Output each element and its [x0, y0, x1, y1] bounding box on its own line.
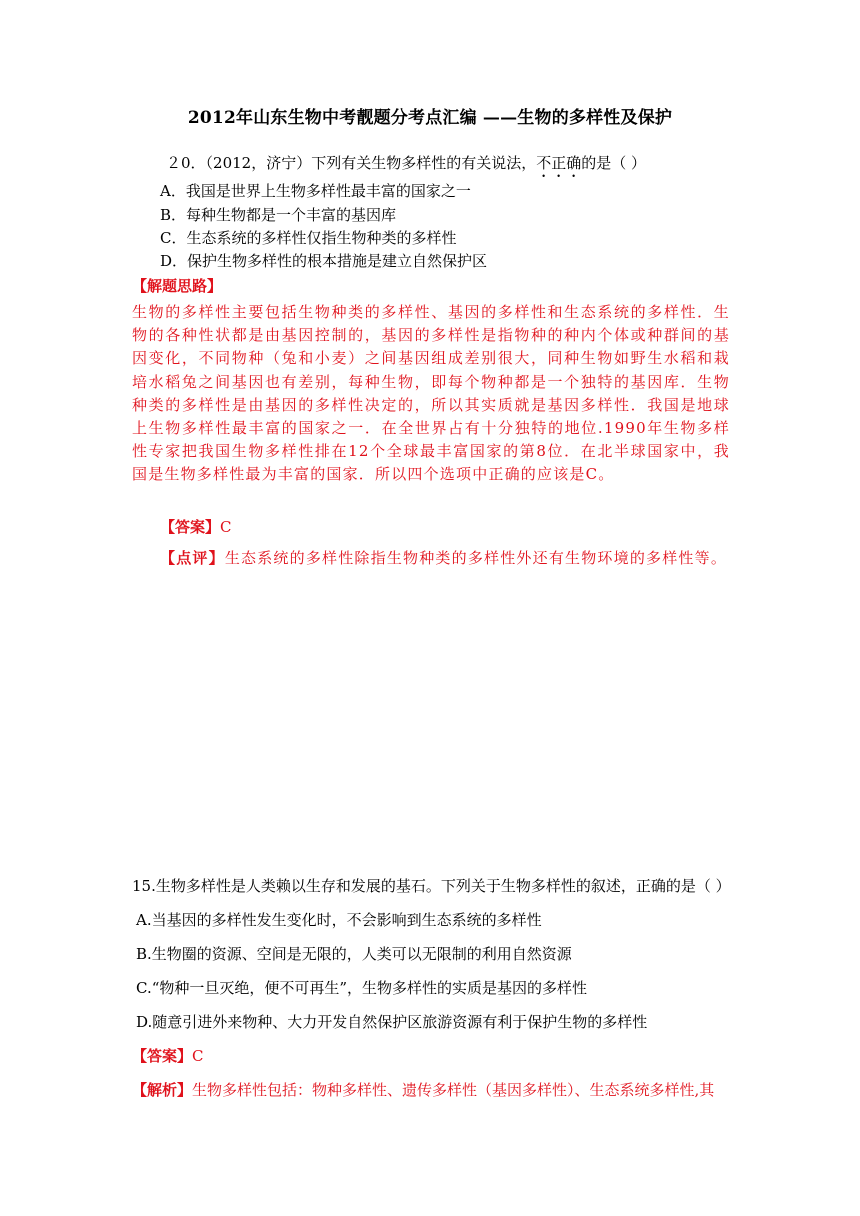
q20-answer	[160, 516, 232, 537]
q20-comment	[132, 544, 730, 573]
q20-stem-suffix: 的是（ ）	[581, 154, 647, 172]
q15-analysis	[132, 1079, 714, 1100]
q20-stem-emphasis: 不正确	[536, 154, 582, 172]
q15-analysis-text: 生物多样性包括：物种多样性、遗传多样性（基因多样性）、生态系统多样性,其	[192, 1081, 715, 1099]
q20-stem-prefix: ２0．（2012，济宁）下列有关生物多样性的有关说法，	[166, 154, 537, 172]
q15-option-d: D.随意引进外来物种、大力开发自然保护区旅游资源有利于保护生物的多样性	[136, 1013, 648, 1031]
document-title: 2012年山东生物中考靓题分考点汇编 ——生物的多样性及保护	[187, 108, 673, 128]
q20-option-a: A．我国是世界上生物多样性最丰富的国家之一	[160, 182, 471, 200]
q15-option-b: B.生物圈的资源、空间是无限的，人类可以无限制的利用自然资源	[136, 945, 572, 963]
q20-option-b: B．每种生物都是一个丰富的基因库	[160, 206, 397, 224]
q20-option-d: D．保护生物多样性的根本措施是建立自然保护区	[160, 252, 488, 270]
q20-comment-text: 生态系统的多样性除指生物种类的多样性外还有生物环境的多样性等。	[224, 549, 728, 567]
q15-analysis-label: 【解析】	[132, 1081, 193, 1099]
q20-answer-value: C	[220, 518, 232, 536]
q15-option-a: A.当基因的多样性发生变化时，不会影响到生态系统的多样性	[136, 911, 542, 929]
q20-comment-label: 【点评】	[160, 549, 225, 567]
q15-answer-value: C	[192, 1047, 204, 1065]
q20-stem	[166, 152, 646, 181]
q15-answer	[132, 1045, 204, 1066]
q15-answer-label: 【答案】	[132, 1047, 193, 1065]
q20-answer-label: 【答案】	[160, 518, 221, 536]
q15-stem: 15.生物多样性是人类赖以生存和发展的基石。下列关于生物多样性的叙述，正确的是（ ）	[132, 877, 731, 895]
q15-option-c: C.“物种一旦灭绝，便不可再生”，生物多样性的实质是基因的多样性	[136, 979, 588, 997]
q20-analysis-label: 【解题思路】	[132, 277, 223, 295]
q20-option-c: C．生态系统的多样性仅指生物种类的多样性	[160, 229, 457, 247]
q20-analysis-text: 生物的多样性主要包括生物种类的多样性、基因的多样性和生态系统的多样性．生物的各种性状都是由基因控制的，基因的多样性是指物种的种内个体或种群间的基因变化，不同物种（兔和小麦）之间基因组成差别很大，同种生物如野生水稻和栽培水稻兔之间基因也有差别，每种生物，即每个物种都是一个独特的基因库．生物种类的多样性是由基因的多样性决定的，所以其实质就是基因多样性．我国是地球上生物多样性最丰富的国家之一．在全世界占有十分独特的地位.1990年生物多样性专家把我国生物多样性排在12个全球最丰富国家的第8位．在北半球国家中，我国是生物多样性最为丰富的国家．所以四个选项中正确的应该是C。	[132, 303, 730, 484]
